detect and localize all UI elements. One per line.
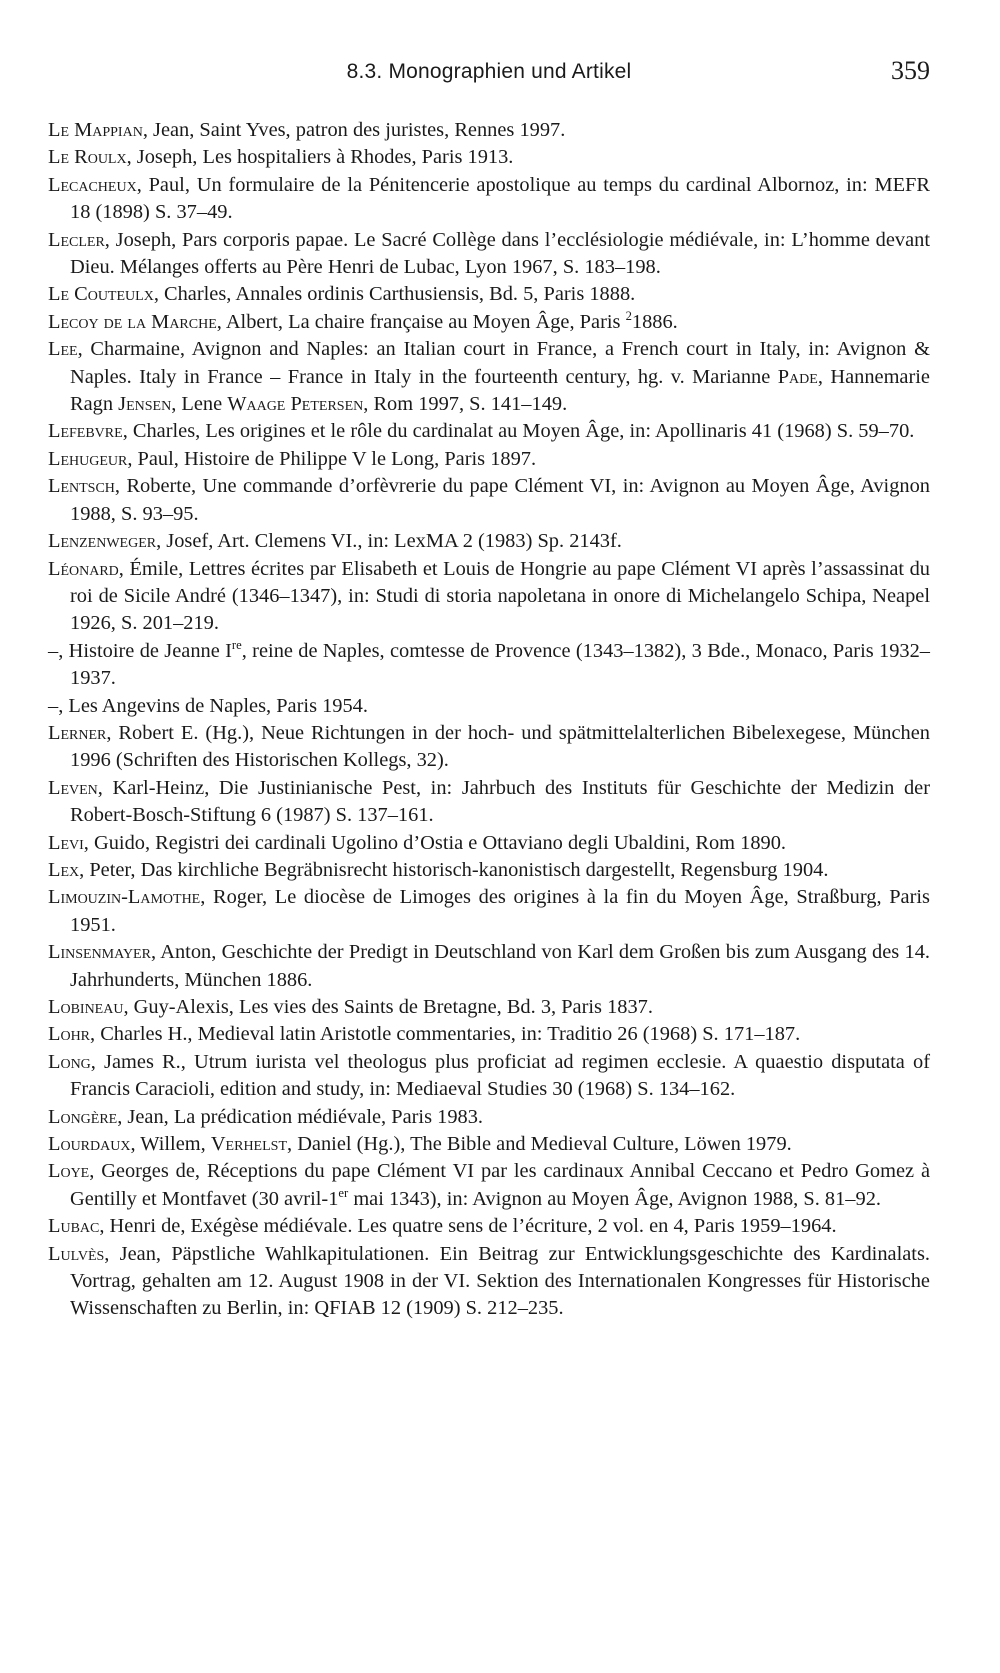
author-name: Loye bbox=[48, 1160, 90, 1183]
bibliography-entry bbox=[48, 473, 930, 528]
bibliography-entry bbox=[48, 1021, 930, 1048]
bibliography-entry bbox=[48, 857, 930, 884]
bibliography-entry bbox=[48, 172, 930, 227]
superscript: 2 bbox=[625, 309, 632, 324]
bibliography-entry bbox=[48, 227, 930, 282]
superscript: er bbox=[338, 1186, 349, 1201]
bibliography-entry bbox=[48, 144, 930, 171]
entry-text: –, Histoire de Jeanne I bbox=[48, 639, 232, 662]
author-name: Lerner bbox=[48, 721, 107, 744]
entry-text: –, Les Angevins de Naples, Paris 1954. bbox=[48, 694, 368, 717]
entry-text: , Joseph, Pars corporis papae. Le Sacré Collège dans l’ecclésiologie médiévale, in: L’homme devant Dieu. Mélanges offerts au Père Henri de Lubac, Lyon 1967, S. 183–198. bbox=[70, 228, 930, 279]
author-name: Pade bbox=[777, 365, 818, 388]
author-name: Lentsch bbox=[48, 475, 115, 498]
entry-text: , Charmaine, Avignon and Naples: an Italian court in France, a French court in Italy, in: Avignon & Naples. Italy in France – France in Italy in the fourteenth century, hg. v. Marianne bbox=[70, 338, 930, 388]
entry-text: , Georges de, Réceptions du pape Clément VI par les cardinaux Annibal Ceccano et Pedro Gomez à Gentilly et Montfavet (30 avril-1 bbox=[70, 1160, 930, 1210]
author-name: Lobineau bbox=[48, 996, 124, 1018]
author-name: Le Roulx bbox=[48, 146, 127, 169]
author-name: Léonard bbox=[48, 557, 119, 580]
entry-text: , reine de Naples, comtesse de Provence (1343–1382), 3 Bde., Monaco, Paris 1932–1937. bbox=[70, 639, 931, 690]
bibliography-entry bbox=[48, 693, 930, 720]
entry-text: , Lene bbox=[171, 393, 228, 416]
author-name: Lourdaux bbox=[48, 1133, 131, 1156]
entry-text: , Roberte, Une commande d’orfèvrerie du pape Clément VI, in: Avignon au Moyen Âge, Avignon 1988, S. 93–95. bbox=[70, 475, 930, 525]
bibliography-entry bbox=[48, 418, 930, 445]
bibliography-entry bbox=[48, 830, 930, 857]
entry-text: , Jean, Päpstliche Wahlkapitulationen. Ein Beitrag zur Entwicklungsgeschichte des Kardinalats. Vortrag, gehalten am 12. August 1908 in der VI. Sektion des Internationalen Kongresses für Historische Wissenschaften zu Berlin, in: QFIAB 12 (1909) S. 212–235. bbox=[70, 1242, 930, 1320]
superscript: re bbox=[231, 637, 242, 652]
bibliography-entry bbox=[48, 556, 930, 638]
running-header bbox=[48, 56, 930, 92]
bibliography-entry bbox=[48, 1158, 930, 1213]
entry-text: , Jean, Saint Yves, patron des juristes, Rennes 1997. bbox=[142, 119, 566, 141]
author-name: Long bbox=[48, 1050, 91, 1073]
author-name: Le Mappian bbox=[48, 119, 143, 141]
bibliography-entry bbox=[48, 117, 930, 144]
author-name: Lex bbox=[48, 858, 80, 881]
author-name: Lecler bbox=[48, 228, 105, 251]
entry-text: , Charles, Annales ordinis Carthusiensis, Bd. 5, Paris 1888. bbox=[153, 283, 636, 306]
entry-text: , Henri de, Exégèse médiévale. Les quatre sens de l’écriture, 2 vol. en 4, Paris 1959–1964. bbox=[99, 1215, 837, 1238]
entry-text: , Émile, Lettres écrites par Elisabeth et Louis de Hongrie au pape Clément VI après l’assassinat du roi de Sicile André (1346–1347), in: Studi di storia napoletana in onore di Michelangelo Schipa, Neapel 1926, S. 201–219. bbox=[70, 557, 930, 635]
author-name: Limouzin-Lamothe bbox=[48, 886, 201, 909]
author-name: Lecacheux bbox=[48, 173, 137, 196]
entry-text: , Anton, Geschichte der Predigt in Deutschland von Karl dem Großen bis zum Ausgang des 14. Jahrhunderts, München 1886. bbox=[70, 941, 930, 991]
entry-text: , James R., Utrum iurista vel theologus plus proficiat ad regimen ecclesie. A quaestio disputata of Francis Caracioli, edition and study, in: Mediaeval Studies 30 (1968) S. 134–162. bbox=[70, 1050, 930, 1101]
entry-text: , Roger, Le diocèse de Limoges des origines à la fin du Moyen Âge, Straßburg, Paris 1951. bbox=[70, 886, 930, 936]
entry-text: , Guido, Registri dei cardinali Ugolino d’Ostia e Ottaviano degli Ubaldini, Rom 1890. bbox=[83, 831, 787, 854]
bibliography-entry bbox=[48, 1049, 930, 1104]
bibliography-list bbox=[48, 117, 930, 1323]
author-name: Verhelst bbox=[210, 1133, 287, 1156]
entry-text: , Paul, Un formulaire de la Pénitencerie apostolique au temps du cardinal Albornoz, in: MEFR 18 (1898) S. 37–49. bbox=[70, 173, 930, 224]
bibliography-entry bbox=[48, 994, 930, 1021]
author-name: Lohr bbox=[48, 1023, 91, 1046]
author-name: Longère bbox=[48, 1105, 118, 1128]
author-name: Jensen bbox=[118, 393, 172, 416]
bibliography-entry bbox=[48, 281, 930, 308]
author-name: Levi bbox=[48, 831, 84, 854]
bibliography-entry bbox=[48, 884, 930, 939]
author-name: Lefebvre bbox=[48, 420, 123, 443]
bibliography-entry bbox=[48, 638, 930, 693]
bibliography-entry bbox=[48, 775, 930, 830]
bibliography-entry bbox=[48, 446, 930, 473]
entry-text: 1886. bbox=[631, 310, 678, 333]
author-name: Leven bbox=[48, 776, 98, 799]
bibliography-entry bbox=[48, 528, 930, 555]
entry-text: , Daniel (Hg.), The Bible and Medieval Culture, Löwen 1979. bbox=[287, 1133, 792, 1156]
entry-text: , Robert E. (Hg.), Neue Richtungen in der hoch- und spätmittelalterlichen Bibelexegese, München 1996 (Schriften des Historischen Kollegs, 32). bbox=[70, 721, 930, 772]
entry-text: , Paul, Histoire de Philippe V le Long, Paris 1897. bbox=[127, 447, 537, 470]
bibliography-entry bbox=[48, 1213, 930, 1240]
entry-text: , Guy-Alexis, Les vies des Saints de Bretagne, Bd. 3, Paris 1837. bbox=[123, 996, 653, 1018]
entry-text: , Karl-Heinz, Die Justinianische Pest, in: Jahrbuch des Instituts für Geschichte der Medizin der Robert-Bosch-Stiftung 6 (1987) S. 137–161. bbox=[70, 776, 930, 827]
author-name: Lenzenweger bbox=[48, 530, 157, 553]
author-name: Lulvès bbox=[48, 1242, 105, 1265]
bibliography-entry bbox=[48, 720, 930, 775]
entry-text: , Willem, bbox=[130, 1133, 211, 1156]
entry-text: , Peter, Das kirchliche Begräbnisrecht historisch-kanonistisch dargestellt, Regensburg 1904. bbox=[79, 858, 829, 881]
bibliography-entry bbox=[48, 1131, 930, 1158]
entry-text: , Hannemarie Ragn bbox=[70, 365, 930, 416]
entry-text: , Josef, Art. Clemens VI., in: LexMA 2 (1983) Sp. 2143f. bbox=[156, 530, 622, 553]
bibliography-entry bbox=[48, 939, 930, 994]
entry-text: , Albert, La chaire française au Moyen Âge, Paris bbox=[216, 310, 626, 333]
entry-text: , Rom 1997, S. 141–149. bbox=[363, 393, 568, 416]
bibliography-entry bbox=[48, 336, 930, 418]
author-name: Le Couteulx bbox=[48, 283, 154, 306]
page-number: 359 bbox=[891, 56, 930, 85]
bibliography-entry bbox=[48, 1104, 930, 1131]
entry-text: , Charles, Les origines et le rôle du cardinalat au Moyen Âge, in: Apollinaris 41 (1968) S. 59–70. bbox=[122, 420, 915, 443]
bibliography-entry bbox=[48, 309, 930, 336]
entry-text: mai 1343), in: Avignon au Moyen Âge, Avignon 1988, S. 81–92. bbox=[348, 1187, 881, 1210]
entry-text: , Charles H., Medieval latin Aristotle commentaries, in: Traditio 26 (1968) S. 171–187. bbox=[90, 1023, 801, 1046]
author-name: Waage Petersen bbox=[227, 393, 364, 416]
author-name: Lubac bbox=[48, 1215, 100, 1238]
author-name: Linsenmayer bbox=[48, 941, 151, 964]
bibliography-entry bbox=[48, 1241, 930, 1323]
author-name: Lecoy de la Marche bbox=[48, 310, 217, 333]
entry-text: , Jean, La prédication médiévale, Paris 1983. bbox=[117, 1105, 484, 1128]
author-name: Lehugeur bbox=[48, 447, 128, 470]
section-title: 8.3. Monographien und Artikel bbox=[346, 60, 632, 83]
author-name: Lee bbox=[48, 338, 78, 361]
entry-text: , Joseph, Les hospitaliers à Rhodes, Paris 1913. bbox=[126, 146, 514, 169]
